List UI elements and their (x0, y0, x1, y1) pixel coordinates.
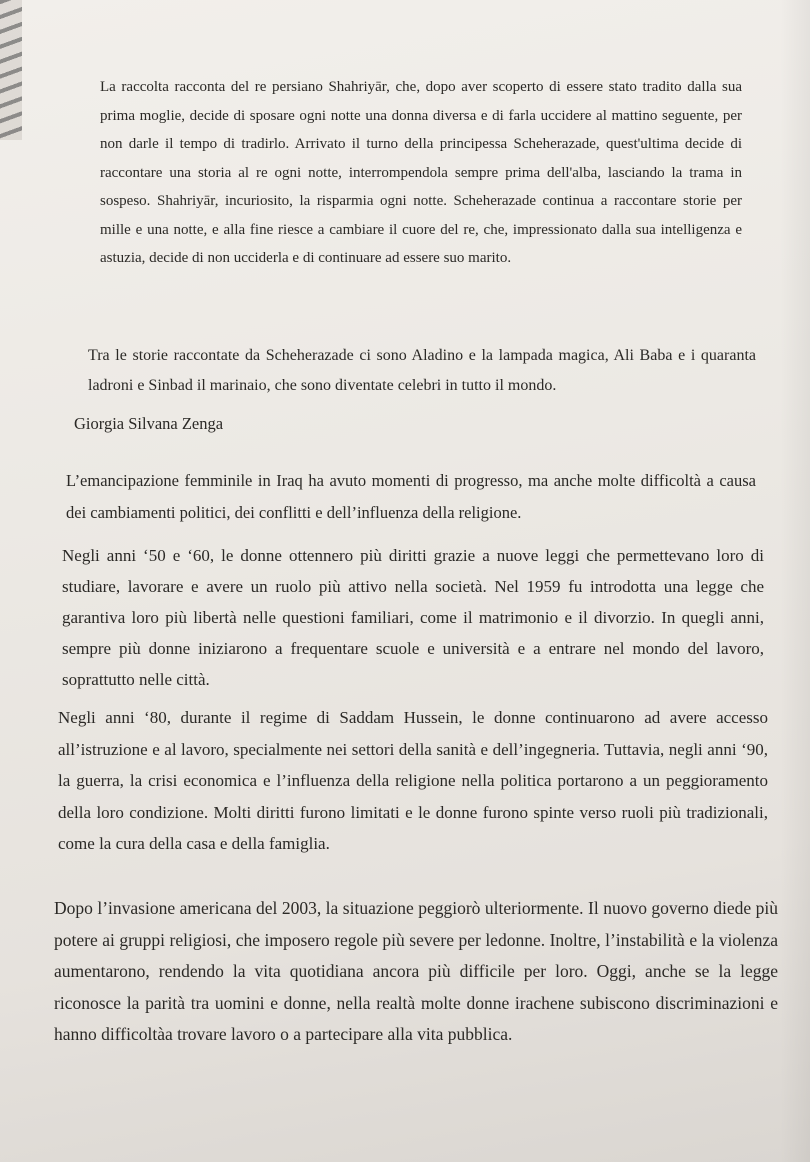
binder-edge (0, 0, 22, 140)
paragraph-famous-stories: Tra le storie raccontate da Scheherazade ci sono Aladino e la lampada magica, Ali Baba e i quaranta ladroni e Sinbad il marinaio, che sono diventate celebri in tutto il mondo. (88, 347, 756, 394)
page-shadow (780, 0, 810, 1162)
paragraph-after-2003: Dopo l’invasione americana del 2003, la situazione peggiorò ulteriormente. Il nuovo governo diede più potere ai gruppi religiosi, che imposero regole più severe per ledonne. Inoltre, l’instabilità e la violenza aumentarono, rendendo la vita quotidiana ancora più difficile per loro. Oggi, anche se la legge riconosce la parità tra uomini e donne, nella realtà molte donne irachene subiscono discriminazioni e hanno difficoltàa trovare lavoro o a partecipare alla vita pubblica. (54, 898, 778, 1044)
author-name: Giorgia Silvana Zenga (74, 414, 224, 433)
paragraph-emancipation-intro: L’emancipazione femminile in Iraq ha avuto momenti di progresso, ma anche molte difficoltà a causa dei cambiamenti politici, dei conflitti e dell’influenza della religione. (66, 471, 756, 522)
paragraph-story-summary: La raccolta racconta del re persiano Shahriyār, che, dopo aver scoperto di essere stato tradito dalla sua prima moglie, decide di sposare ogni notte una donna diversa e di farla uccidere al mattino seguente, per non darle il tempo di tradirlo. Arrivato il turno della principessa Scheherazade, quest'ultima decide di raccontare una storia al re ogni notte, interrompendola sempre prima dell'alba, lasciando la trama in sospeso. Shahriyār, incuriosito, la risparmia ogni notte. Scheherazade continua a raccontare storie per mille e una notte, e alla fine riesce a cambiare il cuore del re, che, impressionato dalla sua intelligenza e astuzia, decide di non ucciderla e di continuare ad essere suo marito. (100, 79, 742, 266)
paragraph-1950s-1960s: Negli anni ‘50 e ‘60, le donne ottennero più diritti grazie a nuove leggi che permettevano loro di studiare, lavorare e avere un ruolo più attivo nella società. Nel 1959 fu introdotta una legge che garantiva loro più libertà nelle questioni familiari, come il matrimonio e il divorzio. In quegli anni, sempre più donne iniziarono a frequentare scuole e università e a entrare nel mondo del lavoro, soprattutto nelle città. (62, 546, 764, 689)
paragraph-1980s-1990s: Negli anni ‘80, durante il regime di Saddam Hussein, le donne continuarono ad avere accesso all’istruzione e al lavoro, specialmente nei settori della sanità e dell’ingegneria. Tuttavia, negli anni ‘90, la guerra, la crisi economica e l’influenza della religione nella politica portarono a un peggioramento della loro condizione. Molti diritti furono limitati e le donne furono spinte verso ruoli più tradizionali, come la cura della casa e della famiglia. (58, 708, 768, 853)
